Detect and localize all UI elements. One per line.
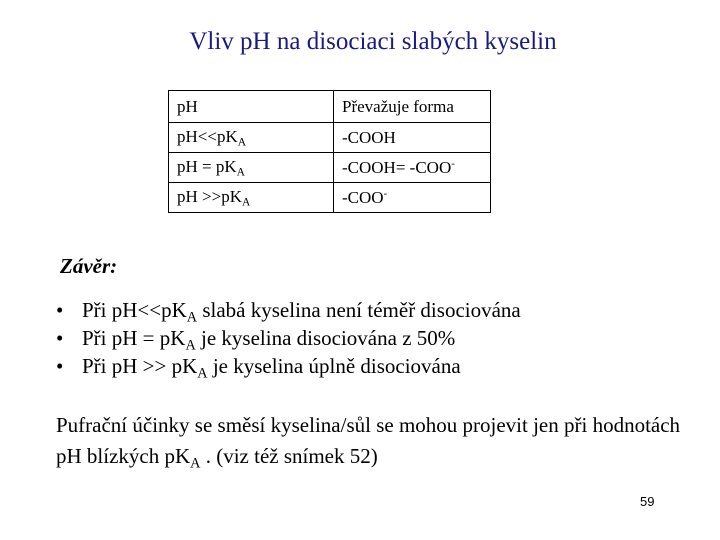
ph-form-table bbox=[168, 90, 491, 213]
table-header-row bbox=[169, 91, 491, 123]
bullet-marker: • bbox=[56, 354, 64, 378]
table-cell-ph: $pH<<pK_A$ bbox=[169, 123, 334, 153]
list-item: • Při pH = $pK_A$ je kyselina disociována z 50% bbox=[56, 326, 456, 354]
table-cell-ph: pH = $pK_A$ bbox=[169, 153, 334, 183]
table-row bbox=[169, 153, 491, 183]
table-header-form: Převažuje forma bbox=[334, 91, 491, 123]
table-cell-ph: pH $>>pK_A$ bbox=[169, 183, 334, 213]
table-cell-form: -COO- bbox=[334, 183, 491, 213]
conclusion-heading: Závěr: bbox=[60, 254, 118, 278]
buffer-paragraph: Pufrační účinky se směsí kyselina/sůl se mohou projevit jen při hodnotách pH blízkých $pK_A$ . (viz též snímek 52) bbox=[56, 413, 681, 472]
bullet-marker: • bbox=[56, 298, 64, 322]
conclusion-list bbox=[56, 296, 521, 380]
table-cell-form: -COOH= -COO- bbox=[334, 153, 491, 183]
table-header-ph: pH bbox=[169, 91, 334, 123]
bullet-marker: • bbox=[56, 326, 64, 350]
page-number: 59 bbox=[640, 494, 655, 509]
table-cell-form: -COOH bbox=[334, 123, 491, 153]
table-row bbox=[169, 123, 491, 153]
slide-title: Vliv pH na disociaci slabých kyselin bbox=[189, 28, 557, 55]
table-row bbox=[169, 183, 491, 213]
list-item: • Při $pH<<pK_A$ slabá kyselina není téměř disociována bbox=[56, 298, 521, 326]
list-item: • Při pH >> $pK_A$ je kyselina úplně disociována bbox=[56, 354, 461, 382]
